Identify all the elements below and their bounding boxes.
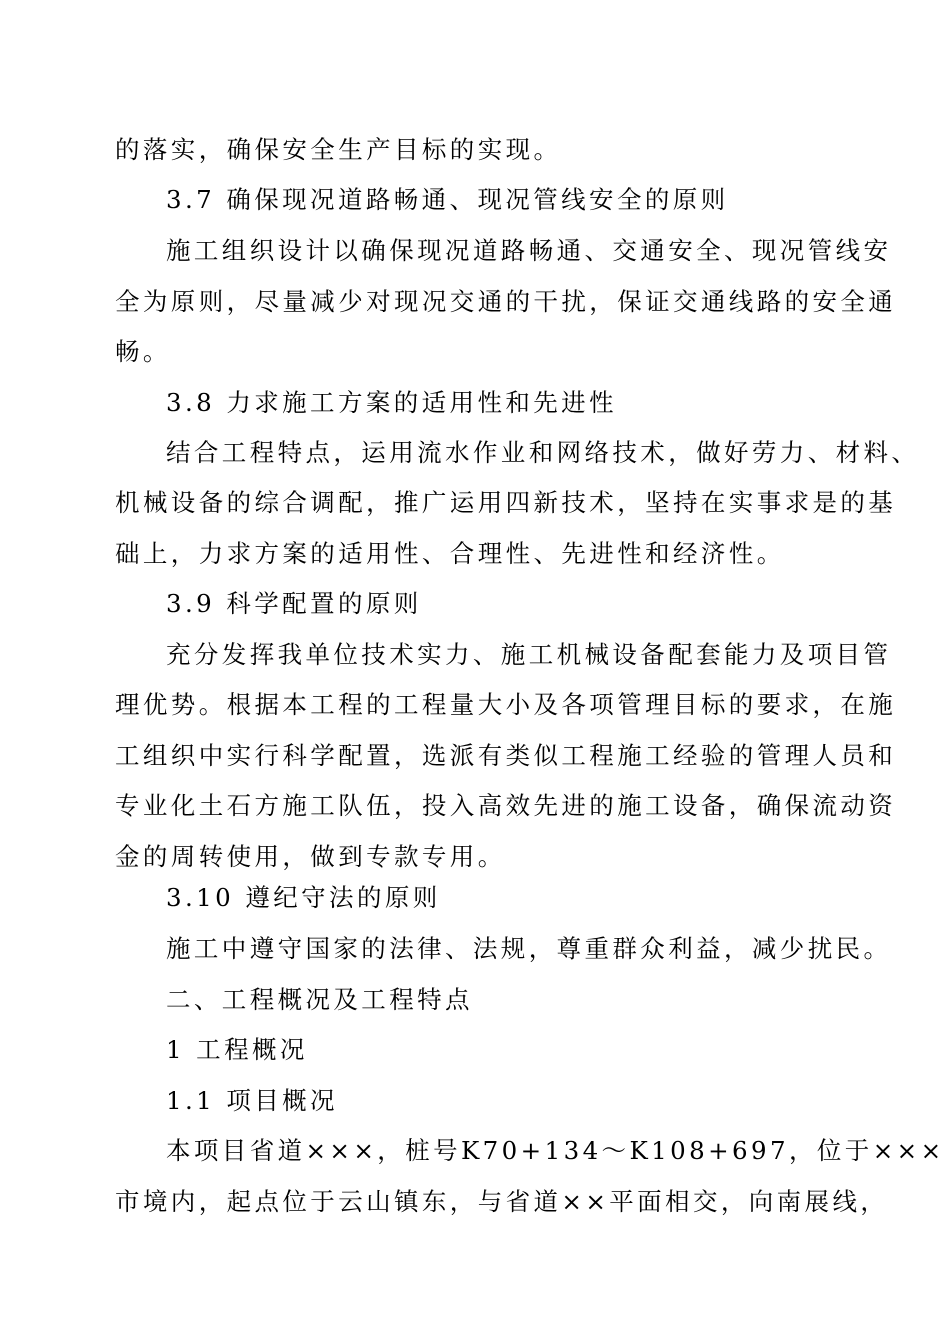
section-heading-1: 1 工程概况 bbox=[166, 1035, 308, 1064]
section-heading-3-8: 3.8 力求施工方案的适用性和先进性 bbox=[166, 388, 617, 417]
paragraph-line: 础上，力求方案的适用性、合理性、先进性和经济性。 bbox=[115, 539, 785, 568]
paragraph-line: 本项目省道×××，桩号K70+134～K108+697，位于××× bbox=[166, 1136, 945, 1165]
paragraph-line: 充分发挥我单位技术实力、施工机械设备配套能力及项目管 bbox=[166, 640, 892, 669]
section-heading-3-9: 3.9 科学配置的原则 bbox=[166, 589, 422, 618]
paragraph-line: 市境内，起点位于云山镇东，与省道××平面相交，向南展线， bbox=[115, 1187, 889, 1216]
paragraph-line: 专业化土石方施工队伍，投入高效先进的施工设备，确保流动资 bbox=[115, 791, 897, 820]
paragraph-line: 全为原则，尽量减少对现况交通的干扰，保证交通线路的安全通 bbox=[115, 287, 897, 316]
paragraph-line: 工组织中实行科学配置，选派有类似工程施工经验的管理人员和 bbox=[115, 741, 897, 770]
chapter-heading-2: 二、工程概况及工程特点 bbox=[166, 985, 473, 1014]
paragraph-line: 的落实，确保安全生产目标的实现。 bbox=[115, 135, 562, 164]
section-heading-3-10: 3.10 遵纪守法的原则 bbox=[166, 883, 441, 912]
section-heading-1-1: 1.1 项目概况 bbox=[166, 1086, 338, 1115]
paragraph-line: 施工组织设计以确保现况道路畅通、交通安全、现况管线安 bbox=[166, 236, 892, 265]
section-heading-3-7: 3.7 确保现况道路畅通、现况管线安全的原则 bbox=[166, 185, 729, 214]
paragraph-line: 机械设备的综合调配，推广运用四新技术，坚持在实事求是的基 bbox=[115, 488, 897, 517]
paragraph-line: 理优势。根据本工程的工程量大小及各项管理目标的要求，在施 bbox=[115, 690, 897, 719]
paragraph-line: 金的周转使用，做到专款专用。 bbox=[115, 842, 506, 871]
paragraph-line: 施工中遵守国家的法律、法规，尊重群众利益，减少扰民。 bbox=[166, 934, 892, 963]
paragraph-line: 畅。 bbox=[115, 337, 171, 366]
paragraph-line: 结合工程特点，运用流水作业和网络技术，做好劳力、材料、 bbox=[166, 438, 920, 467]
